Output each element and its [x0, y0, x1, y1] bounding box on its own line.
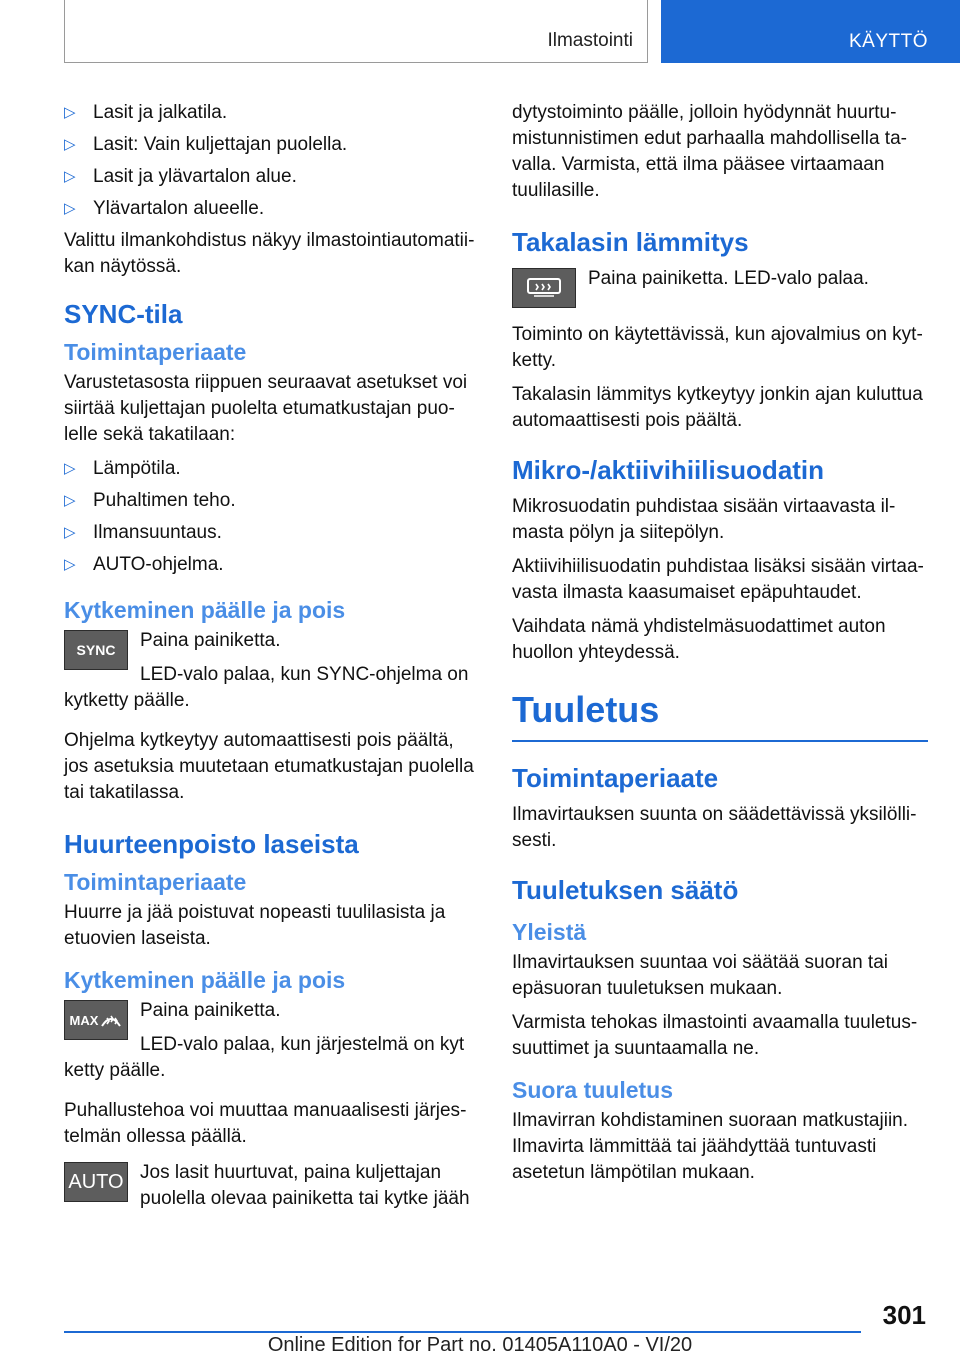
bullet-triangle-icon: ▷: [64, 200, 76, 217]
auto-instruction: [64, 1160, 478, 1212]
list-item: ▷ Lasit ja ylävartalon alue.: [64, 164, 478, 190]
paragraph: LED-valo palaa, kun SYNC-ohjelma on: [140, 664, 469, 685]
subheading-defrost-switch: Kytkeminen päälle ja pois: [64, 967, 346, 993]
paragraph: Paina painiketta. LED-valo palaa.: [588, 268, 869, 289]
paragraph: Vaihdata nämä yhdistelmäsuodattimet auton huollon yhteydessä.: [512, 616, 886, 663]
subheading-defrost-principle: Toimintaperiaate: [64, 869, 247, 895]
paragraph: Paina painiketta.: [140, 630, 281, 651]
paragraph: dytystoiminto päälle, jolloin hyödynnät huurtumistunnistimen edut parhaalla mahdollisella tavalla. Varmista, että ilma pääsee virtaamaan tuulilasille.: [512, 102, 907, 201]
subheading-direct: Suora tuuletus: [512, 1077, 674, 1103]
header-chapter-tab[interactable]: [661, 0, 960, 63]
list-item: ▷ Lasit: Vain kuljettajan puolella.: [64, 132, 478, 158]
bullet-triangle-icon: ▷: [64, 104, 76, 121]
bullet-triangle-icon: ▷: [64, 168, 76, 185]
section-heading-defrost: Huurteenpoisto laseista: [64, 829, 359, 859]
sync-instruction: [64, 628, 478, 688]
bullet-triangle-icon: ▷: [64, 556, 76, 573]
chapter-heading-ventilation: Tuuletus: [512, 688, 928, 742]
list-item: ▷ Puhaltimen teho.: [64, 488, 478, 514]
paragraph: LED-valo palaa, kun järjestelmä on kyt: [140, 1034, 465, 1055]
list-item: ▷ Ilmansuuntaus.: [64, 520, 478, 546]
paragraph: Ilmavirran kohdistaminen suoraan matkustajiin. Ilmavirta lämmittää tai jäähdyttää tuntuvasti asetetun lämpötilan mukaan.: [512, 1110, 909, 1183]
max-defrost-instruction: [64, 998, 478, 1058]
list-item: ▷ Lämpötila.: [64, 456, 478, 482]
footer-divider: [64, 1331, 861, 1333]
paragraph: Toiminto on käytettävissä, kun ajovalmius on kytketty.: [512, 324, 923, 371]
section-heading-sync: SYNC-tila: [64, 299, 183, 329]
rear-window-instruction: [512, 266, 928, 310]
paragraph: Varmista tehokas ilmastointi avaamalla tuuletussuuttimet ja suuntaamalla ne.: [512, 1012, 918, 1059]
header-chapter: KÄYTTÖ: [848, 31, 928, 52]
paragraph: ketty päälle.: [64, 1060, 166, 1081]
rear-window-heater-icon: [512, 268, 576, 308]
list-item: ▷ AUTO-ohjelma.: [64, 552, 478, 578]
header-section-box: [64, 0, 648, 63]
paragraph: Paina painiketta.: [140, 1000, 281, 1021]
subheading-sync-switch: Kytkeminen päälle ja pois: [64, 597, 346, 623]
footer-edition: Online Edition for Part no. 01405A110A0 - VI/20: [267, 1334, 693, 1356]
paragraph: Ilmavirtauksen suunta on säädettävissä yksilöllisesti.: [512, 804, 917, 851]
paragraph: kytketty päälle.: [64, 690, 190, 711]
paragraph: Aktiivihiilisuodatin puhdistaa lisäksi sisään virtaavasta ilmasta kaasumaiset epäpuhtaudet.: [512, 556, 924, 603]
section-heading-vent-principle: Toimintaperiaate: [512, 763, 719, 793]
auto-button-icon: AUTO: [64, 1162, 128, 1202]
sync-button-icon: SYNC: [64, 630, 128, 670]
section-heading-rear-window: Takalasin lämmitys: [512, 227, 749, 257]
bullet-triangle-icon: ▷: [64, 460, 76, 477]
list-item: ▷ Ylävartalon alueelle.: [64, 196, 478, 222]
bullet-triangle-icon: ▷: [64, 524, 76, 541]
paragraph: Puhallustehoa voi muuttaa manuaalisesti järjestelmän ollessa päällä.: [64, 1100, 467, 1147]
windshield-defrost-icon: [100, 1010, 122, 1030]
paragraph: Varustetasosta riippuen seuraavat asetukset voi siirtää kuljettajan puolelta etumatkustajan puolelle sekä takatilaan:: [64, 372, 468, 445]
list-item: ▷ Lasit ja jalkatila.: [64, 100, 478, 126]
right-column: [512, 100, 928, 1194]
paragraph: Ilmavirtauksen suuntaa voi säätää suoran tai epäsuoran tuuletuksen mukaan.: [512, 952, 888, 999]
header-section: Ilmastointi: [547, 30, 633, 51]
section-heading-vent-adjust: Tuuletuksen säätö: [512, 875, 739, 905]
page-number: 301: [882, 1300, 926, 1330]
paragraph: Mikrosuodatin puhdistaa sisään virtaavasta ilmasta pölyn ja siitepölyn.: [512, 496, 896, 543]
paragraph: Huurre ja jää poistuvat nopeasti tuulilasista ja etuovien laseista.: [64, 902, 446, 949]
subheading-sync-principle: Toimintaperiaate: [64, 339, 247, 365]
paragraph: Valittu ilmankohdistus näkyy ilmastointiautomatiikan näytössä.: [64, 230, 475, 277]
bullet-triangle-icon: ▷: [64, 136, 76, 153]
left-column: [64, 100, 478, 1220]
section-heading-filter: Mikro-/aktiivihiilisuodatin: [512, 455, 825, 485]
paragraph: Jos lasit huurtuvat, paina kuljettajan puolella olevaa painiketta tai kytke jääh: [140, 1162, 470, 1209]
bullet-triangle-icon: ▷: [64, 492, 76, 509]
paragraph: Takalasin lämmitys kytkeytyy jonkin ajan kuluttua automaattisesti pois päältä.: [512, 384, 923, 431]
subheading-general: Yleistä: [512, 919, 587, 945]
max-defrost-button-icon: MAX: [64, 1000, 128, 1040]
paragraph: Ohjelma kytkeytyy automaattisesti pois päältä, jos asetuksia muutetaan etumatkustajan puolella tai takatilassa.: [64, 730, 474, 803]
